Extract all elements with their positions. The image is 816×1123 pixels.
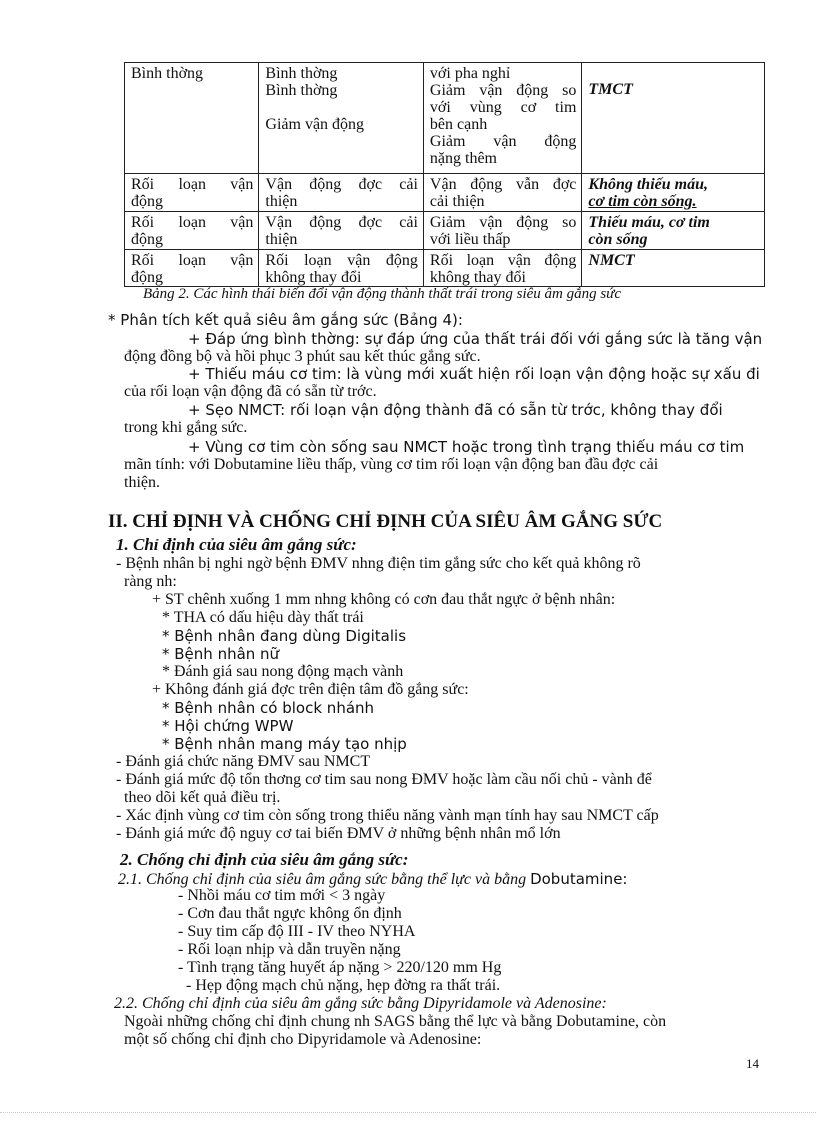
contraindication-item: - Suy tim cấp độ III - IV theo NYHA xyxy=(178,923,416,940)
body-line: * Hội chứng WPW xyxy=(162,717,294,735)
body-line: * Bệnh nhân có block nhánh xyxy=(162,699,375,717)
table-row: Rối loạn vận động Rối loạn vận động không thay đổi Rối loạn vận động không thay đổi NMCT xyxy=(125,250,765,287)
body-line: * Đánh giá sau nong động mạch vành xyxy=(162,663,404,680)
analysis-line: + Vùng cơ tim còn sống sau NMCT hoặc trong tình trạng thiếu máu cơ tim xyxy=(188,438,745,456)
subsubsection-heading: 2.1. Chống chỉ định của siêu âm gắng sức bằng thể lực và bằng Dobutamine: xyxy=(118,870,628,888)
body-line: - Đánh giá chức năng ĐMV sau NMCT xyxy=(116,753,371,770)
body-line: ràng nh: xyxy=(124,573,177,590)
subsubsection-heading: 2.2. Chống chỉ định của siêu âm gắng sức bằng Dipyridamole và Adenosine: xyxy=(114,995,607,1012)
body-line: * THA có dấu hiệu dày thất trái xyxy=(162,609,364,626)
analysis-line: trong khi gắng sức. xyxy=(124,419,248,436)
table-caption: Bảng 2. Các hình thái biến đổi vận động thành thất trái trong siêu âm gắng sức xyxy=(143,286,622,302)
analysis-line: mãn tính: với Dobutamine liều thấp, vùng cơ tim rối loạn vận động ban đầu đợc cải xyxy=(124,456,659,473)
subsection-heading: 1. Chỉ định của siêu âm gắng sức: xyxy=(116,535,357,554)
contraindication-item: - Rối loạn nhịp và dẫn truyền nặng xyxy=(178,941,401,958)
body-line: * Bệnh nhân mang máy tạo nhịp xyxy=(162,735,407,753)
body-line: + ST chênh xuống 1 mm nhng không có cơn đau thắt ngực ở bệnh nhân: xyxy=(152,591,616,608)
contraindication-item: - Hẹp động mạch chủ nặng, hẹp đờng ra thất trái. xyxy=(186,977,501,994)
analysis-line: + Thiếu máu cơ tim: là vùng mới xuất hiện rối loạn vận động hoặc sự xấu đi xyxy=(188,365,760,383)
body-line: - Bệnh nhân bị nghi ngờ bệnh ĐMV nhng điện tim gắng sức cho kết quả không rõ xyxy=(116,555,641,572)
body-line: theo dõi kết quả điều trị. xyxy=(124,789,281,806)
motion-table xyxy=(124,62,765,287)
body-line: * Bệnh nhân nữ xyxy=(162,645,280,663)
analysis-line: + Đáp ứng bình thờng: sự đáp ứng của thất trái đối với gắng sức là tăng vận xyxy=(188,330,763,348)
contraindication-item: - Tình trạng tăng huyết áp nặng > 220/120 mm Hg xyxy=(178,959,502,976)
body-line: một số chống chỉ định cho Dipyridamole và Adenosine: xyxy=(124,1031,482,1048)
analysis-intro: * Phân tích kết quả siêu âm gắng sức (Bảng 4): xyxy=(108,311,463,329)
table-cell: Bình thờng xyxy=(125,63,259,174)
analysis-line: của rối loạn vận động đã có sẵn từ trớc. xyxy=(124,383,377,400)
body-line: - Đánh giá mức độ tổn thơng cơ tim sau nong ĐMV hoặc làm cầu nối chủ - vành để xyxy=(116,771,652,788)
body-line: - Xác định vùng cơ tim còn sống trong thiểu năng vành mạn tính hay sau NMCT cấp xyxy=(116,807,659,824)
table-cell: TMCT xyxy=(582,63,765,174)
contraindication-item: - Nhồi máu cơ tim mới < 3 ngày xyxy=(178,887,386,904)
analysis-line: + Sẹo NMCT: rối loạn vận động thành đã có sẵn từ trớc, không thay đổi xyxy=(188,401,723,419)
table-cell: Bình thờng Bình thờng Giảm vận động xyxy=(259,63,424,174)
page-border xyxy=(0,1112,816,1113)
analysis-line: thiện. xyxy=(124,474,160,491)
body-line: * Bệnh nhân đang dùng Digitalis xyxy=(162,627,407,645)
contraindication-item: - Cơn đau thắt ngực không ổn định xyxy=(178,905,402,922)
table-row: Rối loạn vận động Vận động đợc cải thiện Giảm vận động so với liều thấp Thiếu máu, cơ tim còn sống xyxy=(125,212,765,250)
table-cell: với pha nghỉ Giảm vận động so với vùng cơ tim bên cạnh Giảm vận động nặng thêm xyxy=(423,63,581,174)
analysis-line: động đồng bộ và hồi phục 3 phút sau kết thúc gắng sức. xyxy=(124,348,481,365)
body-line: + Không đánh giá đợc trên điện tâm đồ gắng sức: xyxy=(152,681,469,698)
table-row: Rối loạn vận động Vận động đợc cải thiện Vận động vẫn đợc cải thiện Không thiếu máu, cơ tim còn sống. xyxy=(125,174,765,212)
subsection-heading: 2. Chống chỉ định của siêu âm gắng sức: xyxy=(120,850,409,869)
section-heading: II. CHỈ ĐỊNH VÀ CHỐNG CHỈ ĐỊNH CỦA SIÊU ÂM GẮNG SỨC xyxy=(108,511,663,532)
table-row xyxy=(125,63,765,174)
page-number: 14 xyxy=(746,1056,759,1071)
body-line: - Đánh giá mức độ nguy cơ tai biến ĐMV ở những bệnh nhân mổ lớn xyxy=(116,825,561,842)
body-line: Ngoài những chống chỉ định chung nh SAGS bằng thể lực và bằng Dobutamine, còn xyxy=(124,1013,667,1030)
